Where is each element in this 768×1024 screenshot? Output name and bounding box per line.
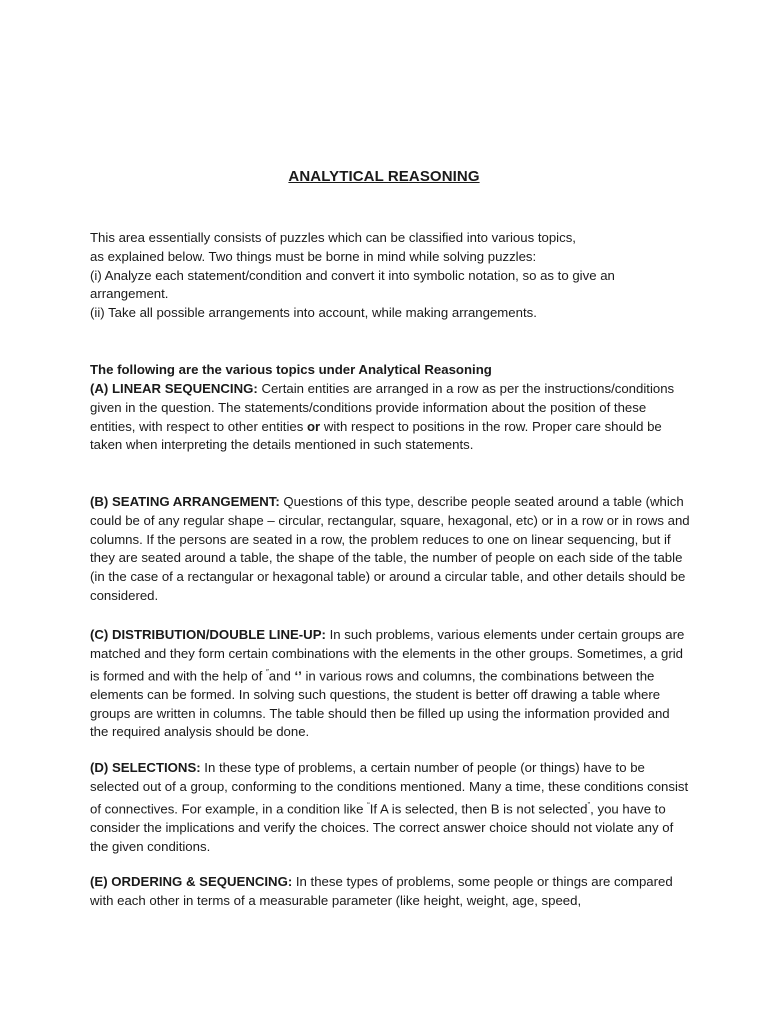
section-a-paragraph <box>90 380 690 455</box>
section-c-text-1: In such problems, various elements under certain groups are matched and they form certain combinations with the elements in the other groups. Sometimes, a grid is formed and with the help of <box>90 627 685 683</box>
section-ordering-sequencing <box>90 873 690 911</box>
intro-line-2: as explained below. Two things must be borne in mind while solving puzzles: <box>90 248 537 264</box>
section-d-glyph-2: ” <box>587 800 591 810</box>
intro-point-1: (i) Analyze each statement/condition and convert it into symbolic notation, so as to give an arrangement. <box>90 267 615 302</box>
topics-heading-text: The following are the various topics under Analytical Reasoning <box>90 362 492 377</box>
section-d-text-1: In these type of problems, a certain number of people (or things) have to be selected out of a group, conforming to the conditions mentioned. Many a time, these conditions consist of connectives. For example, in a condition like <box>90 760 689 816</box>
section-c-glyph-2: ‘’ <box>294 667 302 683</box>
section-a-bold-word: or <box>306 418 321 434</box>
section-c-heading: (C) DISTRIBUTION/DOUBLE LINE-UP: <box>90 627 326 642</box>
section-e-text: In these types of problems, some people or things are compared with each other in terms of a measurable parameter (like height, weight, age, speed, <box>90 874 673 908</box>
section-distribution <box>90 626 690 742</box>
section-d-text-2: If A is selected, then B is not selected <box>369 800 588 816</box>
section-b-paragraph <box>90 493 690 606</box>
section-a-text-1: Certain entities are arranged in a row as per the instructions/conditions given in the question. The statements/conditions provide information about the position of these entities, with respect to other entities <box>90 381 675 434</box>
intro-line-1: This area essentially consists of puzzles which can be classified into various topics, <box>90 230 576 245</box>
section-selections <box>90 759 690 856</box>
section-e-heading: (E) ORDERING & SEQUENCING: <box>90 874 293 889</box>
topics-heading <box>90 361 690 380</box>
page-title: ANALYTICAL REASONING <box>288 168 480 185</box>
section-d-heading: (D) SELECTIONS: <box>90 760 201 775</box>
section-a-heading: (A) LINEAR SEQUENCING: <box>90 381 258 396</box>
section-seating-arrangement <box>90 493 690 606</box>
section-b-heading: (B) SEATING ARRANGEMENT: <box>90 494 280 509</box>
intro-paragraph <box>90 229 690 323</box>
section-c-glyph-1: ″ <box>265 667 269 677</box>
section-linear-sequencing <box>90 380 690 455</box>
section-c-text-2: and <box>268 667 295 683</box>
section-d-paragraph <box>90 759 690 856</box>
intro-point-2: (ii) Take all possible arrangements into account, while making arrangements. <box>90 305 537 321</box>
section-c-paragraph <box>90 626 690 742</box>
section-c-text-3: in various rows and columns, the combinations between the elements can be formed. In solving such questions, the student is better off drawing a table where groups are written in columns. The table should then be filled up using the information provided and the required analysis should be done. <box>90 667 670 740</box>
section-d-glyph-1: “ <box>367 800 370 810</box>
section-a-text-2: with respect to positions in the row. Proper care should be taken when interpreting the details mentioned in such statements. <box>90 418 662 453</box>
section-e-paragraph <box>90 873 690 911</box>
section-b-text: Questions of this type, describe people seated around a table (which could be of any regular shape – circular, rectangular, square, hexagonal, etc) or in a row or in rows and columns. If the persons are seated in a row, the problem reduces to one on linear sequencing, but if they are seated around a table, the shape of the table, the number of people on each side of the table (in the case of a rectangular or hexagonal table) or around a circular table, and other details should be considered. <box>90 494 690 603</box>
section-d-text-3: , you have to consider the implications and verify the choices. The correct answer choice should not violate any of the given conditions. <box>90 800 674 854</box>
